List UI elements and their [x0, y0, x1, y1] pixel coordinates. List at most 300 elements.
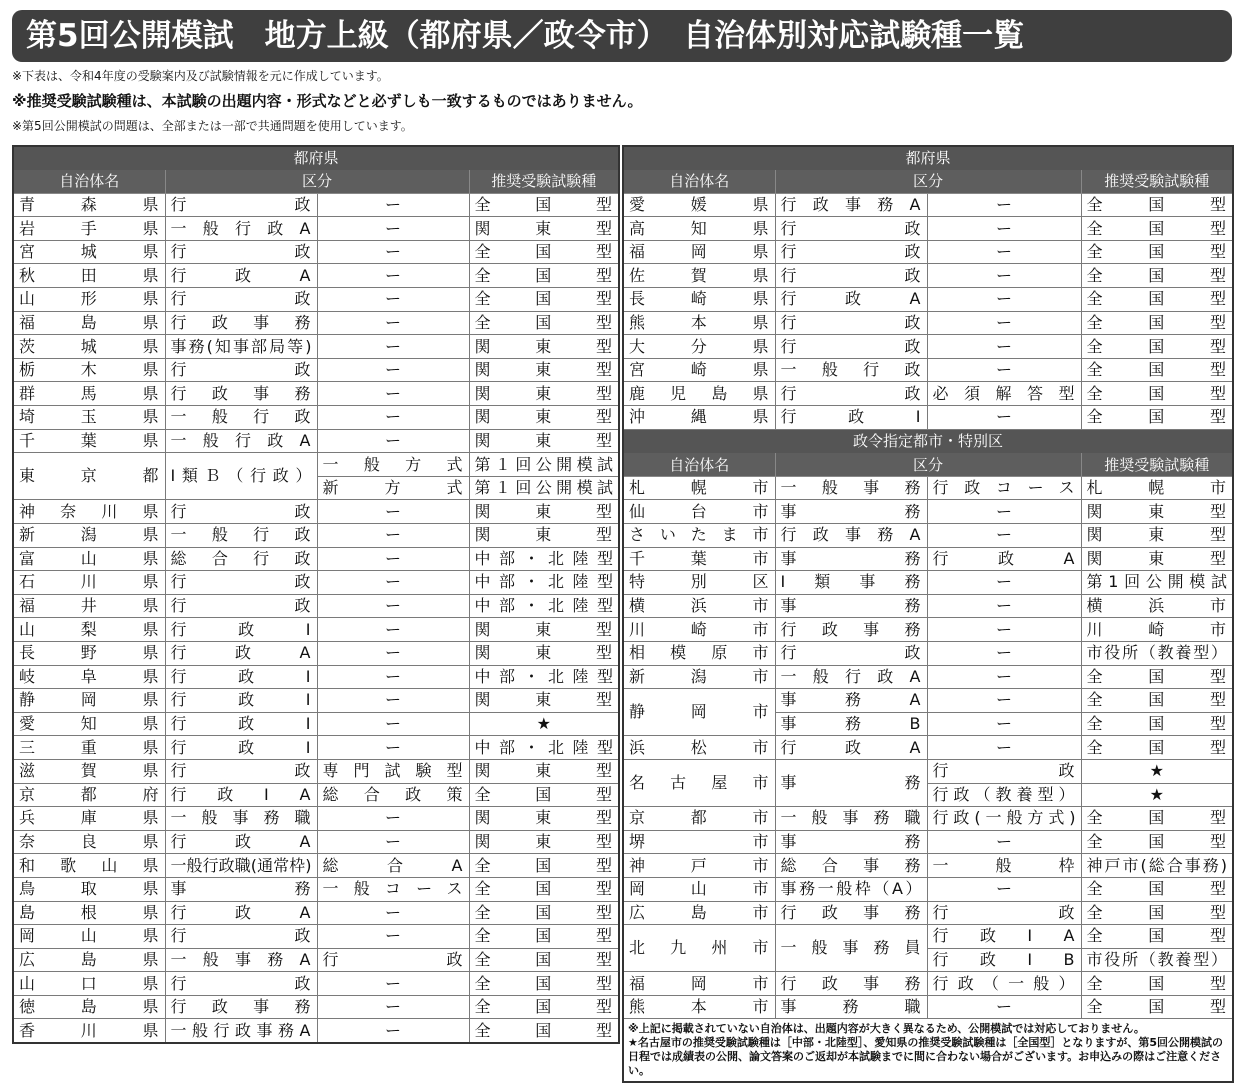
table-row	[13, 901, 619, 925]
recommended-exam: 第１回公開模試	[469, 453, 619, 477]
division-secondary: ー	[317, 358, 469, 382]
municipality-name: 大分県	[623, 335, 775, 359]
division-secondary: 行政	[927, 901, 1081, 925]
division-primary: Ⅰ類事務	[775, 571, 927, 595]
municipality-name: 高知県	[623, 217, 775, 241]
division-secondary: ー	[317, 311, 469, 335]
municipality-name: 兵庫県	[13, 807, 165, 831]
division-primary: 行政事務	[165, 995, 317, 1019]
division-primary: 事務A	[775, 689, 927, 713]
recommended-exam: 全国型	[1081, 382, 1233, 406]
table-row	[13, 217, 619, 241]
division-secondary: ー	[927, 524, 1081, 548]
municipality-name: 横浜市	[623, 594, 775, 618]
division-secondary: ー	[927, 712, 1081, 736]
division-secondary: 新方式	[317, 476, 469, 500]
recommended-exam: 全国型	[1081, 193, 1233, 217]
note-source: ※下表は、令和4年度の受験案内及び試験情報を元に作成しています。	[12, 69, 389, 83]
recommended-exam: 全国型	[1081, 311, 1233, 335]
division-secondary: ー	[927, 500, 1081, 524]
division-primary: 一般行政職(通常枠)	[165, 854, 317, 878]
municipality-name: 富山県	[13, 547, 165, 571]
recommended-exam: 全国型	[469, 925, 619, 949]
section-header: 都府県	[623, 146, 1233, 170]
column-header-name: 自治体名	[13, 170, 165, 194]
column-header-recommended: 推奨受験試験種	[1081, 453, 1233, 477]
municipality-name: 川崎市	[623, 618, 775, 642]
recommended-exam: 全国型	[1081, 736, 1233, 760]
table-row	[13, 335, 619, 359]
table-row	[13, 594, 619, 618]
division-primary: 行政A	[165, 641, 317, 665]
division-secondary: ー	[927, 217, 1081, 241]
division-secondary: ー	[317, 429, 469, 453]
page-title: 第5回公開模試 地方上級（都府県／政令市） 自治体別対応試験種一覧	[12, 10, 1232, 62]
table-row	[13, 665, 619, 689]
table-row	[623, 736, 1233, 760]
column-header-name: 自治体名	[623, 170, 775, 194]
division-secondary: ー	[317, 641, 469, 665]
municipality-name: 北九州市	[623, 925, 775, 972]
recommended-exam: 全国型	[1081, 972, 1233, 996]
table-row	[623, 406, 1233, 430]
division-primary: 事務	[775, 759, 927, 806]
column-header-division: 区分	[165, 170, 469, 194]
recommended-exam: 横浜市	[1081, 594, 1233, 618]
table-row	[13, 972, 619, 996]
footnote-unsupported: ※上記に掲載されていない自治体は、出題内容が大きく異なるため、公開模試では対応しておりません。	[628, 1022, 1145, 1036]
division-secondary: 行政（教養型）	[927, 783, 1081, 807]
note-recommendation: ※推奨受験試験種は、本試験の出題内容・形式などと必ずしも一致するものではありません。	[12, 92, 643, 110]
municipality-name: 福岡県	[623, 240, 775, 264]
recommended-exam: ★	[1081, 759, 1233, 783]
municipality-name: 札幌市	[623, 476, 775, 500]
division-primary: 事務	[775, 830, 927, 854]
municipality-name: 福井県	[13, 594, 165, 618]
municipality-name: 静岡市	[623, 689, 775, 736]
table-row	[623, 217, 1233, 241]
division-primary: 行政ⅠA	[165, 783, 317, 807]
division-secondary: ー	[927, 358, 1081, 382]
municipality-name: 岩手県	[13, 217, 165, 241]
table-row	[623, 240, 1233, 264]
recommended-exam: 全国型	[469, 264, 619, 288]
division-secondary: ー	[927, 264, 1081, 288]
recommended-exam: 全国型	[469, 972, 619, 996]
table-row	[623, 500, 1233, 524]
table-row	[13, 288, 619, 312]
column-header-division: 区分	[775, 170, 1081, 194]
municipality-name: 浜松市	[623, 736, 775, 760]
table-row	[13, 618, 619, 642]
division-secondary: ー	[317, 712, 469, 736]
municipality-name: 相模原市	[623, 641, 775, 665]
division-secondary: ー	[927, 877, 1081, 901]
column-header-recommended: 推奨受験試験種	[1081, 170, 1233, 194]
division-primary: 行政	[165, 500, 317, 524]
recommended-exam: 全国型	[1081, 335, 1233, 359]
table-row	[13, 830, 619, 854]
division-secondary: ー	[317, 665, 469, 689]
recommended-exam: 関東型	[469, 689, 619, 713]
recommended-exam: 全国型	[1081, 995, 1233, 1019]
division-primary: 行政事務	[165, 382, 317, 406]
division-primary: 行政	[775, 264, 927, 288]
recommended-exam: ★	[469, 712, 619, 736]
table-row	[13, 759, 619, 783]
municipality-name: 愛媛県	[623, 193, 775, 217]
municipality-name: 茨城県	[13, 335, 165, 359]
division-primary: 行政Ⅰ	[165, 712, 317, 736]
municipality-name: 新潟市	[623, 665, 775, 689]
division-primary: 行政事務A	[775, 193, 927, 217]
division-primary: 行政事務A	[775, 524, 927, 548]
municipality-name: 京都府	[13, 783, 165, 807]
table-row	[13, 712, 619, 736]
table-row	[13, 877, 619, 901]
division-secondary: ー	[927, 193, 1081, 217]
municipality-name: 長野県	[13, 641, 165, 665]
table-row	[623, 193, 1233, 217]
municipality-name: 埼玉県	[13, 406, 165, 430]
table-row	[623, 759, 1233, 783]
division-primary: 行政	[165, 972, 317, 996]
recommended-exam: 全国型	[1081, 877, 1233, 901]
municipality-name: 長崎県	[623, 288, 775, 312]
table-row	[13, 641, 619, 665]
table-row	[623, 665, 1233, 689]
division-secondary: 必須解答型	[927, 382, 1081, 406]
division-secondary: ー	[927, 594, 1081, 618]
division-secondary: 専門試験型	[317, 759, 469, 783]
column-header-division: 区分	[775, 453, 1081, 477]
table-row	[623, 854, 1233, 878]
table-row	[623, 972, 1233, 996]
division-primary: 行政	[775, 382, 927, 406]
division-secondary: ー	[317, 264, 469, 288]
division-secondary: ー	[317, 382, 469, 406]
table-row	[13, 689, 619, 713]
division-secondary: ー	[317, 830, 469, 854]
division-secondary: ー	[317, 240, 469, 264]
division-primary: 行政Ⅰ	[165, 665, 317, 689]
recommended-exam: 中部・北陸型	[469, 594, 619, 618]
recommended-exam: 全国型	[1081, 264, 1233, 288]
division-secondary: ー	[927, 288, 1081, 312]
municipality-name: 山梨県	[13, 618, 165, 642]
municipality-name: 山形県	[13, 288, 165, 312]
recommended-exam: 関東型	[1081, 500, 1233, 524]
division-primary: 行政事務	[165, 311, 317, 335]
division-secondary: 行政(一般方式)	[927, 807, 1081, 831]
table-row	[13, 524, 619, 548]
recommended-exam: 市役所（教養型）	[1081, 948, 1233, 972]
recommended-exam: 第1回公開模試	[1081, 571, 1233, 595]
division-secondary: 行政A	[927, 547, 1081, 571]
division-primary: 行政	[775, 311, 927, 335]
division-secondary: ー	[927, 240, 1081, 264]
recommended-exam: 関東型	[469, 406, 619, 430]
table-row	[13, 500, 619, 524]
table-row	[623, 571, 1233, 595]
division-secondary: ー	[927, 641, 1081, 665]
division-secondary: 総合政策	[317, 783, 469, 807]
footnote	[623, 1019, 1233, 1083]
recommended-exam: ★	[1081, 783, 1233, 807]
division-secondary: ー	[317, 689, 469, 713]
table-row	[623, 358, 1233, 382]
division-primary: 一般行政	[165, 524, 317, 548]
table-row	[623, 288, 1233, 312]
division-primary: 一般行政A	[165, 429, 317, 453]
division-primary: 行政事務	[775, 618, 927, 642]
municipality-name: 鳥取県	[13, 877, 165, 901]
prefecture-city-table	[622, 145, 1234, 1083]
table-row	[623, 641, 1233, 665]
table-row	[623, 311, 1233, 335]
table-row	[13, 453, 619, 477]
municipality-name: 山口県	[13, 972, 165, 996]
division-secondary: ー	[317, 500, 469, 524]
division-primary: 行政A	[165, 264, 317, 288]
division-primary: 一般行政	[165, 406, 317, 430]
table-row	[13, 264, 619, 288]
division-primary: 行政	[165, 759, 317, 783]
municipality-name: 岡山県	[13, 925, 165, 949]
division-secondary: ー	[927, 736, 1081, 760]
municipality-name: 愛知県	[13, 712, 165, 736]
table-row	[623, 382, 1233, 406]
division-primary: 行政	[775, 240, 927, 264]
recommended-exam: 全国型	[469, 311, 619, 335]
recommended-exam: 関東型	[469, 500, 619, 524]
recommended-exam: 全国型	[469, 240, 619, 264]
municipality-name: 徳島県	[13, 995, 165, 1019]
division-secondary: 行政（一般）	[927, 972, 1081, 996]
division-primary: 事務(知事部局等)	[165, 335, 317, 359]
division-secondary: ー	[317, 736, 469, 760]
division-secondary: ー	[317, 594, 469, 618]
division-secondary: ー	[317, 807, 469, 831]
division-secondary: 一般コース	[317, 877, 469, 901]
division-secondary: ー	[317, 618, 469, 642]
division-primary: 事務	[775, 547, 927, 571]
recommended-exam: 関東型	[469, 335, 619, 359]
recommended-exam: 全国型	[469, 1019, 619, 1043]
table-row	[623, 877, 1233, 901]
division-secondary: 一般方式	[317, 453, 469, 477]
division-primary: 行政Ⅰ	[165, 689, 317, 713]
recommended-exam: 全国型	[1081, 665, 1233, 689]
table-row	[13, 358, 619, 382]
division-primary: 行政A	[165, 901, 317, 925]
municipality-name: 熊本県	[623, 311, 775, 335]
note-common-questions: ※第5回公開模試の問題は、全部または一部で共通問題を使用しています。	[12, 119, 413, 133]
division-secondary: ー	[317, 288, 469, 312]
division-primary: 行政	[165, 594, 317, 618]
municipality-name: さいたま市	[623, 524, 775, 548]
municipality-name: 京都市	[623, 807, 775, 831]
table-row	[623, 618, 1233, 642]
municipality-name: 島根県	[13, 901, 165, 925]
recommended-exam: 関東型	[469, 641, 619, 665]
division-primary: 行政Ⅰ	[165, 618, 317, 642]
division-primary: 行政	[775, 641, 927, 665]
table-row	[13, 311, 619, 335]
recommended-exam: 関東型	[469, 830, 619, 854]
division-primary: 行政事務	[775, 901, 927, 925]
division-primary: 一般行政事務A	[165, 1019, 317, 1043]
recommended-exam: 中部・北陸型	[469, 571, 619, 595]
recommended-exam: 市役所（教養型）	[1081, 641, 1233, 665]
table-row	[13, 382, 619, 406]
municipality-name: 青森県	[13, 193, 165, 217]
table-row	[13, 925, 619, 949]
division-primary: 事務	[165, 877, 317, 901]
municipality-name: 千葉市	[623, 547, 775, 571]
table-row	[623, 264, 1233, 288]
division-secondary: ー	[317, 571, 469, 595]
division-secondary: 行政ⅠA	[927, 925, 1081, 949]
division-secondary: 総合A	[317, 854, 469, 878]
recommended-exam: 全国型	[1081, 925, 1233, 949]
table-row	[13, 193, 619, 217]
recommended-exam: 第１回公開模試	[469, 476, 619, 500]
division-primary: 行政	[165, 571, 317, 595]
division-primary: 行政	[775, 217, 927, 241]
municipality-name: 奈良県	[13, 830, 165, 854]
recommended-exam: 全国型	[469, 288, 619, 312]
table-row	[13, 240, 619, 264]
recommended-exam: 関東型	[469, 382, 619, 406]
division-primary: 行政	[165, 925, 317, 949]
recommended-exam: 全国型	[469, 854, 619, 878]
recommended-exam: 中部・北陸型	[469, 547, 619, 571]
division-primary: 行政	[165, 358, 317, 382]
municipality-name: 広島市	[623, 901, 775, 925]
table-row	[13, 547, 619, 571]
recommended-exam: 全国型	[1081, 689, 1233, 713]
division-secondary: ー	[927, 571, 1081, 595]
division-primary: 総合事務	[775, 854, 927, 878]
recommended-exam: 関東型	[1081, 524, 1233, 548]
division-primary: 一般事務員	[775, 925, 927, 972]
table-row	[13, 736, 619, 760]
municipality-name: 和歌山県	[13, 854, 165, 878]
division-primary: 行政	[775, 335, 927, 359]
municipality-name: 福岡市	[623, 972, 775, 996]
division-primary: 事務B	[775, 712, 927, 736]
division-primary: 事務職	[775, 995, 927, 1019]
division-primary: Ⅰ類Ｂ（行政）	[165, 453, 317, 500]
division-secondary: ー	[317, 925, 469, 949]
division-primary: 行政	[165, 288, 317, 312]
recommended-exam: 全国型	[469, 948, 619, 972]
table-row	[13, 429, 619, 453]
recommended-exam: 関東型	[469, 618, 619, 642]
recommended-exam: 関東型	[1081, 547, 1233, 571]
recommended-exam: 全国型	[1081, 217, 1233, 241]
division-primary: 行政A	[775, 736, 927, 760]
recommended-exam: 全国型	[1081, 807, 1233, 831]
division-primary: 事務	[775, 500, 927, 524]
recommended-exam: 全国型	[1081, 830, 1233, 854]
municipality-name: 沖縄県	[623, 406, 775, 430]
table-row	[623, 594, 1233, 618]
division-secondary: ー	[317, 995, 469, 1019]
division-primary: 一般行政A	[775, 665, 927, 689]
recommended-exam: 全国型	[469, 193, 619, 217]
recommended-exam: 札幌市	[1081, 476, 1233, 500]
municipality-name: 宮崎県	[623, 358, 775, 382]
table-row	[623, 995, 1233, 1019]
recommended-exam: 全国型	[1081, 406, 1233, 430]
recommended-exam: 中部・北陸型	[469, 736, 619, 760]
table-row	[623, 830, 1233, 854]
division-secondary: ー	[317, 335, 469, 359]
recommended-exam: 関東型	[469, 217, 619, 241]
municipality-name: 東京都	[13, 453, 165, 500]
division-secondary: ー	[927, 406, 1081, 430]
prefecture-table	[12, 145, 620, 1044]
table-row	[13, 995, 619, 1019]
table-row	[623, 476, 1233, 500]
recommended-exam: 全国型	[1081, 240, 1233, 264]
division-secondary: ー	[317, 972, 469, 996]
division-primary: 行政A	[165, 830, 317, 854]
municipality-name: 佐賀県	[623, 264, 775, 288]
division-primary: 行政A	[775, 288, 927, 312]
footnote-star: ★名古屋市の推奨受験試験種は［中部・北陸型］、愛知県の推奨受験試験種は［全国型］となりますが、第5回公開模試の日程では成績表の公開、論文答案のご返却が本試験までに間に合わない場合がございます。お申込みの際はご注意ください。	[628, 1036, 1224, 1078]
municipality-name: 栃木県	[13, 358, 165, 382]
recommended-exam: 全国型	[469, 901, 619, 925]
recommended-exam: 全国型	[1081, 712, 1233, 736]
recommended-exam: 関東型	[469, 524, 619, 548]
division-primary: 総合行政	[165, 547, 317, 571]
division-secondary: ー	[317, 547, 469, 571]
municipality-name: 岡山市	[623, 877, 775, 901]
recommended-exam: 全国型	[469, 877, 619, 901]
recommended-exam: 関東型	[469, 759, 619, 783]
column-header-recommended: 推奨受験試験種	[469, 170, 619, 194]
division-secondary: ー	[317, 1019, 469, 1043]
municipality-name: 鹿児島県	[623, 382, 775, 406]
division-secondary: ー	[927, 665, 1081, 689]
municipality-name: 滋賀県	[13, 759, 165, 783]
division-secondary: ー	[927, 689, 1081, 713]
municipality-name: 石川県	[13, 571, 165, 595]
recommended-exam: 関東型	[469, 429, 619, 453]
division-secondary: ー	[317, 217, 469, 241]
table-row	[13, 406, 619, 430]
division-primary: 事務	[775, 594, 927, 618]
recommended-exam: 全国型	[1081, 901, 1233, 925]
division-primary: 一般行政	[775, 358, 927, 382]
table-row	[623, 925, 1233, 949]
section-header: 政令指定都市・特別区	[623, 429, 1233, 453]
municipality-name: 千葉県	[13, 429, 165, 453]
municipality-name: 宮城県	[13, 240, 165, 264]
municipality-name: 岐阜県	[13, 665, 165, 689]
division-primary: 行政	[165, 240, 317, 264]
division-secondary: ー	[317, 406, 469, 430]
municipality-name: 神奈川県	[13, 500, 165, 524]
table-row	[13, 807, 619, 831]
division-secondary: 行政コース	[927, 476, 1081, 500]
municipality-name: 静岡県	[13, 689, 165, 713]
table-row	[623, 335, 1233, 359]
table-row	[13, 1019, 619, 1043]
